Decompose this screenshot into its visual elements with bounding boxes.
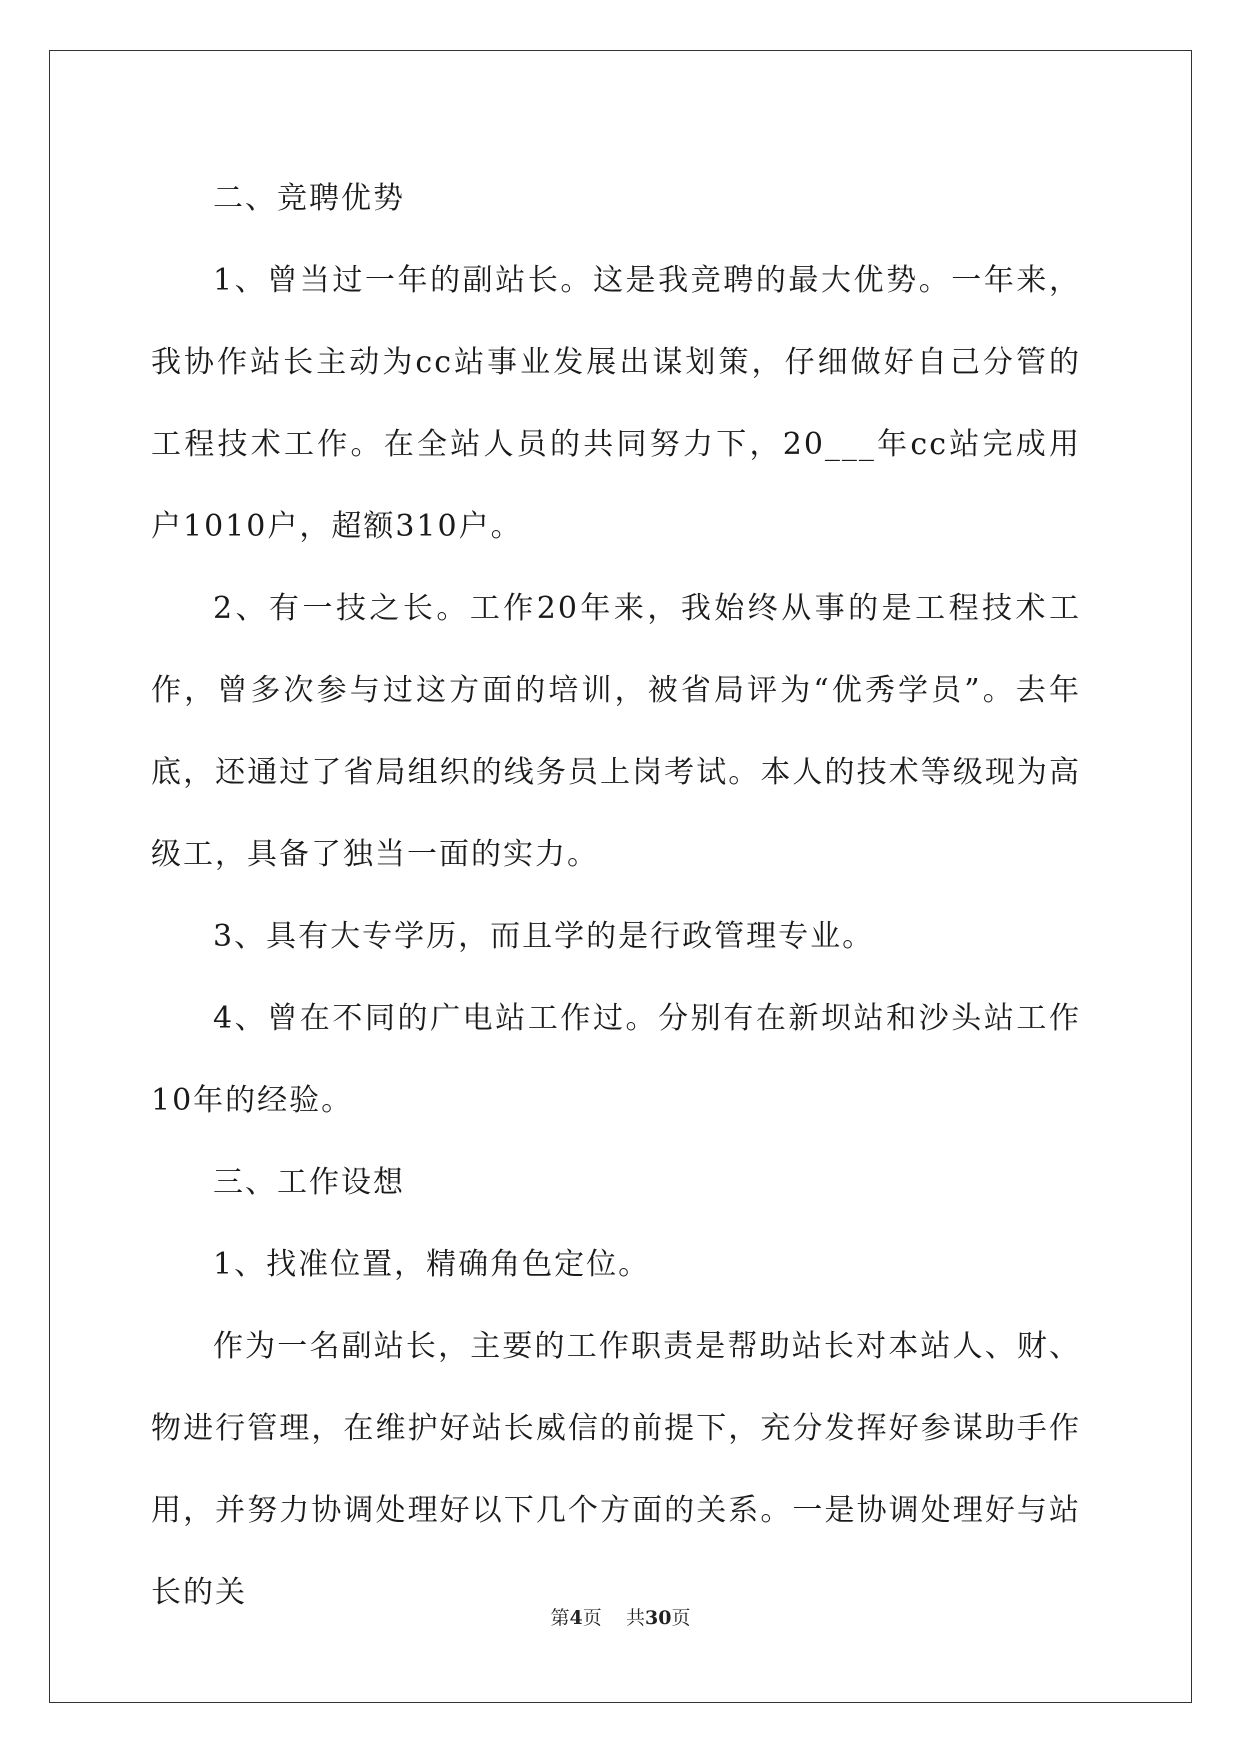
section-heading-advantages: 二、竞聘优势 bbox=[213, 181, 405, 216]
paragraph-plan-1: 1、找准位置，精确角色定位。 bbox=[213, 1247, 651, 1282]
paragraph-advantage-3: 3、具有大专学历，而且学的是行政管理专业。 bbox=[213, 919, 875, 954]
paragraph-plan-body: 作为一名副站长，主要的工作职责是帮助站长对本站人、财、物进行管理，在维护好站长威信的前提下，充分发挥好参谋助手作用，并努力协调处理好以下几个方面的关系。一是协调处理好与站长的关 bbox=[151, 1329, 1081, 1610]
footer-total-unit: 页 bbox=[671, 1607, 691, 1629]
section-heading-work-plan: 三、工作设想 bbox=[213, 1165, 405, 1200]
paragraph-advantage-2: 2、有一技之长。工作20年来，我始终从事的是工程技术工作，曾多次参与过这方面的培训，被省局评为“优秀学员”。去年底，还通过了省局组织的线务员上岗考试。本人的技术等级现为高级工，具备了独当一面的实力。 bbox=[151, 591, 1081, 872]
footer-total-number: 30 bbox=[644, 1607, 672, 1629]
paragraph-advantage-4: 4、曾在不同的广电站工作过。分别有在新坝站和沙头站工作10年的经验。 bbox=[151, 1001, 1081, 1118]
footer-total-prefix: 共 bbox=[625, 1607, 645, 1629]
footer-page-unit: 页 bbox=[582, 1607, 602, 1629]
document-body bbox=[151, 158, 1081, 1634]
footer-page-number: 4 bbox=[569, 1607, 583, 1629]
page-footer bbox=[0, 1603, 1241, 1630]
footer-page-prefix: 第 bbox=[550, 1607, 570, 1629]
paragraph-advantage-1: 1、曾当过一年的副站长。这是我竞聘的最大优势。一年来，我协作站长主动为cc站事业发展出谋划策，仔细做好自己分管的工程技术工作。在全站人员的共同努力下，20___年cc站完成用户1010户，超额310户。 bbox=[151, 263, 1081, 544]
